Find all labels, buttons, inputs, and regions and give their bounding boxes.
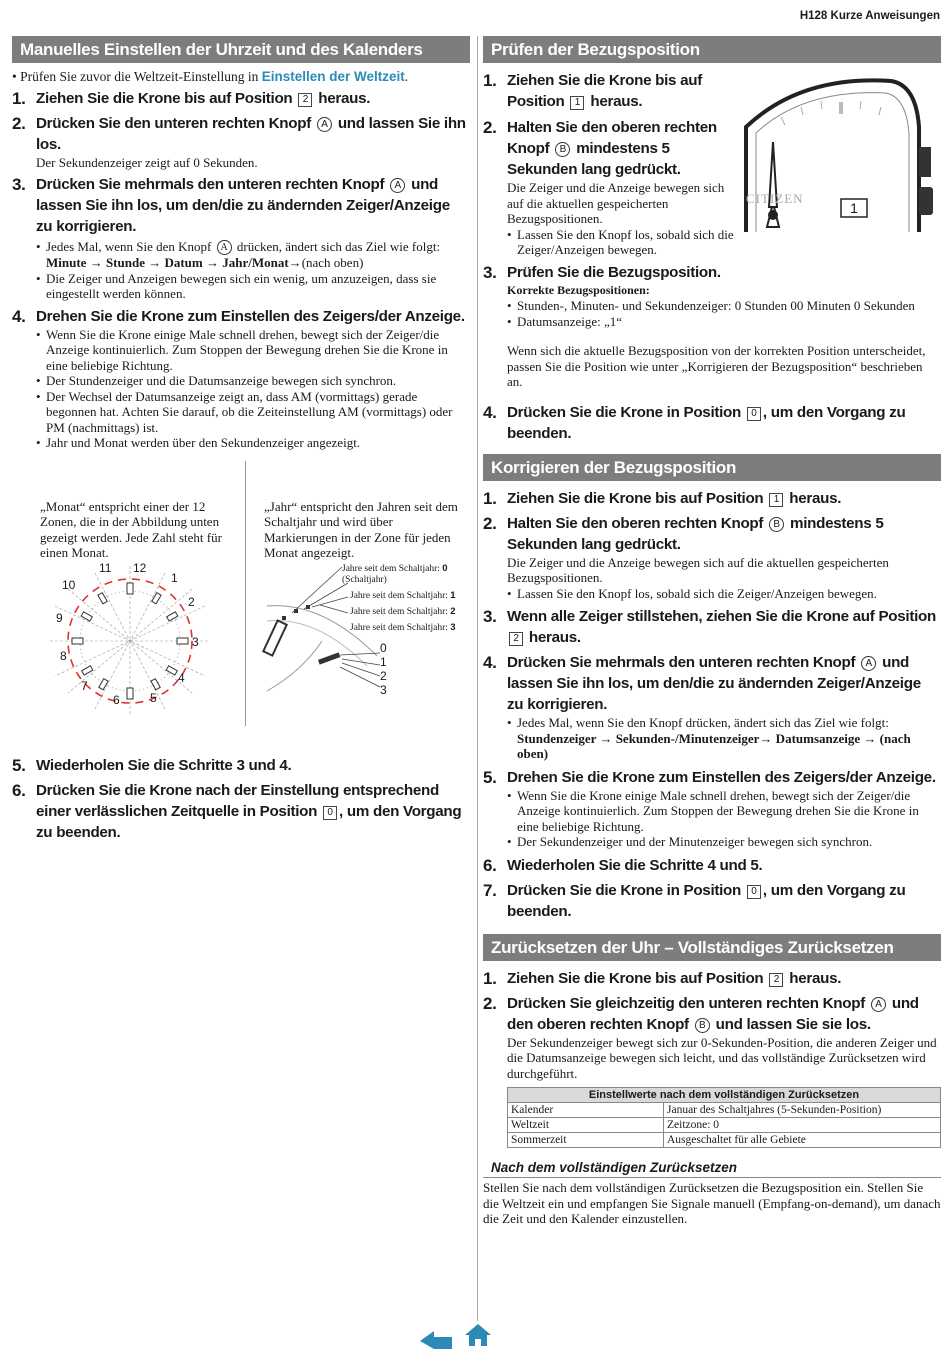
step-2-note: Der Sekundenzeiger zeigt auf 0 Sekunden.	[36, 154, 258, 170]
section-title-correct: Korrigieren der Bezugsposition	[483, 454, 941, 481]
step-1: 1. Ziehen Sie die Krone bis auf Position 2 heraus.	[12, 88, 371, 108]
watch-date-window: 1	[850, 200, 858, 216]
month-dial-labels: 1 2 3 4 5 6 7 8 9 10 11 12	[56, 560, 199, 707]
check-step-2-note: Die Zeiger und die Anzeige bewegen sich auf die aktuellen gespeicherten Bezugspositionen.	[507, 180, 725, 226]
link-weltzeit[interactable]: Einstellen der Weltzeit	[261, 69, 405, 84]
check-step-3-bullet-1: • Stunden-, Minuten- und Sekundenzeiger: 0 Stunden 00 Minuten 0 Sekunden	[507, 298, 915, 313]
page-header: H128 Kurze Anweisungen	[799, 10, 940, 22]
check-step-3: 3. Prüfen Sie die Bezugsposition.	[483, 262, 721, 282]
table-row: Sommerzeit Ausgeschaltet für alle Gebiete	[508, 1133, 941, 1148]
check-step-4: 4. Drücken Sie die Krone in Position 0 , um den Vorgang zu beenden.	[483, 402, 906, 442]
correct-step-3: 3. Wenn alle Zeiger stillstehen, ziehen Sie die Krone auf Position 2 heraus.	[483, 607, 936, 646]
step-4-bullet-4: • Jahr und Monat werden über den Sekundenzeiger angezeigt.	[36, 435, 361, 450]
correct-step-7: 7. Drücken Sie die Krone in Position 0 , um den Vorgang zu beenden.	[483, 880, 906, 920]
reset-step-2: 2. Drücken Sie gleichzeitig den unteren rechten Knopf A und den oberen rechten Knopf B und lassen Sie sie los.	[483, 993, 919, 1033]
correct-step-5-bullet-1: • Wenn Sie die Krone einige Male schnell drehen, bewegt sich der Zeiger/die Anzeige kontinuierlich. Zum Stoppen der Bewegung drehen Sie die Krone in eine beliebige Richtung.	[507, 787, 919, 834]
home-icon[interactable]	[464, 1323, 492, 1347]
reset-step-2-note: Der Sekundenzeiger bewegt sich zur 0-Sekunden-Position, die anderen Zeiger und die Datumsanzeige bewegen sich leicht, und das vollständige Zurücksetzen wird durchgeführt.	[507, 1034, 937, 1081]
figure-area	[12, 461, 470, 751]
reset-values-table	[507, 1087, 941, 1148]
watch-brand: CITIZEN	[746, 191, 804, 206]
year-value-list: 0 1 2 3	[380, 640, 387, 697]
check-step-2-bullet: • Lassen Sie den Knopf los, sobald sich die Zeiger/Anzeigen bewegen.	[507, 226, 734, 257]
fig-month-text: „Monat“ entspricht einer der 12 Zonen, die in der Abbildung unten gezeigt werden. Jede Zahl steht für einen Monat.	[40, 498, 222, 560]
correct-step-2-note: Die Zeiger und die Anzeige bewegen sich auf die aktuellen gespeicherten Bezugspositionen.	[507, 554, 889, 585]
check-step-3-note: Wenn sich die aktuelle Bezugsposition von der korrekten Position unterscheidet, passen Sie die Position wie unter „Korrigieren der Bezugsposition“ beschrieben an.	[507, 343, 926, 389]
correct-step-4: 4. Drücken Sie mehrmals den unteren rechten Knopf A und lassen Sie ihn los, um den/die zu ändernden Zeiger/Anzeige zu korrigieren.	[483, 653, 921, 713]
after-reset-title: Nach dem vollständigen Zurücksetzen	[483, 1160, 941, 1178]
year-labels: Jahre seit dem Schaltjahr: 0 (Schaltjahr) Jahre seit dem Schaltjahr: 1 Jahre seit dem Schaltjahr: 2 Jahre seit dem Schaltjahr: 3	[342, 562, 456, 633]
correct-step-5-bullet-2: • Der Sekundenzeiger und der Minutenzeiger bewegen sich synchron.	[507, 834, 873, 849]
step-2: 2. Drücken Sie den unteren rechten Knopf A und lassen Sie ihn los.	[12, 113, 466, 153]
after-reset-text: Stellen Sie nach dem vollständigen Zurücksetzen die Bezugsposition ein. Stellen Sie die Weltzeit ein und empfangen Sie Signale manuell (Empfang-on-demand), um danach die Zeit und den Kalender einzustellen.	[483, 1180, 941, 1226]
check-step-3-bullet-2: • Datumsanzeige: „1“	[507, 313, 623, 329]
step-4-bullet-2: • Der Stundenzeiger und die Datumsanzeige bewegen sich synchron.	[36, 373, 397, 388]
section-title-manual: Manuelles Einstellen der Uhrzeit und des Kalenders	[12, 36, 470, 63]
check-step-2: 2. Halten Sie den oberen rechten Knopf B mindestens 5 Sekunden lang gedrückt.	[483, 118, 717, 178]
step-3: 3. Drücken Sie mehrmals den unteren rechten Knopf A und lassen Sie ihn los, um den/die zu ändernden Zeiger/Anzeige zu korrigieren.	[12, 175, 450, 235]
column-divider	[477, 36, 478, 1321]
intro: • Prüfen Sie zuvor die Weltzeit-Einstellung in Einstellen der Weltzeit.	[12, 69, 409, 84]
check-step-1: 1. Ziehen Sie die Krone bis auf Position 1 heraus.	[483, 71, 702, 110]
correct-step-6: 6. Wiederholen Sie die Schritte 4 und 5.	[483, 855, 763, 875]
table-title: Einstellwerte nach dem vollständigen Zurücksetzen	[508, 1088, 941, 1103]
back-arrow-icon[interactable]	[418, 1327, 454, 1349]
check-step-3-sub: Korrekte Bezugspositionen:	[507, 282, 650, 297]
section-title-reset: Zurücksetzen der Uhr – Vollständiges Zurücksetzen	[483, 934, 941, 961]
figure-divider	[245, 461, 246, 726]
right-column	[483, 36, 941, 1227]
check-steps-top	[483, 70, 741, 258]
table-row: Weltzeit Zeitzone: 0	[508, 1118, 941, 1133]
fig-year-text: „Jahr“ entspricht den Jahren seit dem Schaltjahr und wird über Markierungen in der Zone für jeden Monat angezeigt.	[264, 498, 458, 560]
step-4: 4. Drehen Sie die Krone zum Einstellen des Zeigers/der Anzeige.	[12, 306, 465, 326]
correct-step-1: 1. Ziehen Sie die Krone bis auf Position 1 heraus.	[483, 488, 842, 508]
left-column	[12, 36, 470, 843]
step-6: 6. Drücken Sie die Krone nach der Einstellung entsprechend einer verlässlichen Zeitquelle in Position 0 , um den Vorgang zu beenden.	[12, 780, 462, 841]
correct-step-2: 2. Halten Sie den oberen rechten Knopf B mindestens 5 Sekunden lang gedrückt.	[483, 513, 884, 553]
correct-step-4-bullet: • Jedes Mal, wenn Sie den Knopf drücken, ändert sich das Ziel wie folgt: Stundenzeiger → Sekunden-/Minutenzeiger→ Datumsanzeige → (nach oben)	[507, 715, 911, 761]
reset-step-1: 1. Ziehen Sie die Krone bis auf Position 2 heraus.	[483, 968, 842, 988]
correct-step-2-bullet: • Lassen Sie den Knopf los, sobald sich die Zeiger/Anzeigen bewegen.	[507, 585, 877, 601]
step-4-bullet-1: • Wenn Sie die Krone einige Male schnell drehen, bewegt sich der Zeiger/die Anzeige kontinuierlich. Zum Stoppen der Bewegung drehen Sie die Krone in eine beliebige Richtung.	[36, 326, 448, 373]
correct-step-5: 5. Drehen Sie die Krone zum Einstellen des Zeigers/der Anzeige.	[483, 767, 936, 787]
step-3-bullet-2: • Die Zeiger und Anzeigen bewegen sich ein wenig, um anzuzeigen, dass sie eingestellt werden können.	[36, 270, 437, 301]
section-title-check: Prüfen der Bezugsposition	[483, 36, 941, 63]
step-5: 5. Wiederholen Sie die Schritte 3 und 4.	[12, 755, 292, 775]
step-4-bullet-3: • Der Wechsel der Datumsanzeige zeigt an, dass AM (vormittags) gerade begonnen hat. Achten Sie darauf, ob die Zeiteinstellung AM (vormittags) oder PM (nachmittags) ist.	[36, 388, 453, 435]
table-row: Kalender Januar des Schaltjahres (5-Sekunden-Position)	[508, 1103, 941, 1118]
step-3-bullet-1: • Jedes Mal, wenn Sie den Knopf A drücken, ändert sich das Ziel wie folgt: Minute → Stunde → Datum → Jahr/Monat→(nach oben)	[36, 239, 441, 270]
